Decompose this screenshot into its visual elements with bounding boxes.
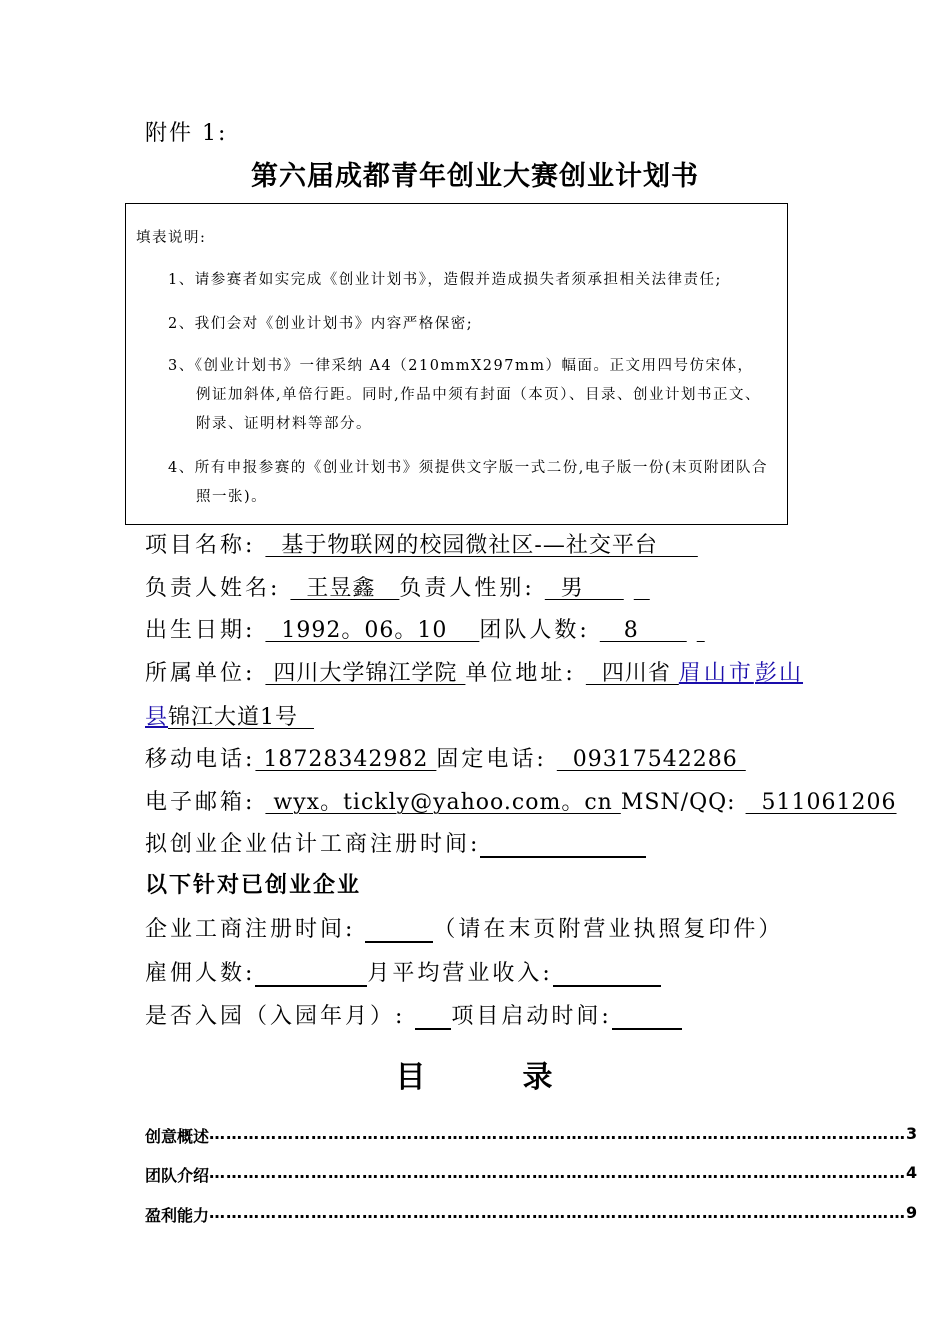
toc-entry[interactable] (145, 1203, 918, 1226)
park-blank[interactable] (415, 1004, 451, 1030)
address-link-city[interactable]: 眉山市 (678, 661, 754, 686)
leader-gender-label: 负责人性别: (399, 576, 535, 601)
address-value-street: 锦江大道1号 (168, 705, 314, 730)
toc-entry-page: 4 (906, 1163, 918, 1182)
revenue-label: 月平均营业收入: (367, 961, 553, 986)
toc-entry-page: 3 (906, 1124, 918, 1143)
birth-date-label: 出生日期: (145, 618, 256, 643)
existing-enterprise-heading: 以下针对已创业企业 (145, 873, 362, 898)
revenue-blank[interactable] (553, 961, 661, 987)
toc-entry-page: 9 (906, 1203, 918, 1222)
toc-entry-leader: …………………………………………………………………………………………………………… (209, 1163, 907, 1182)
team-size-value: 8 (599, 618, 687, 643)
instructions-heading: 填表说明: (136, 230, 207, 246)
address-row-continued (145, 700, 314, 731)
registration-time-blank[interactable] (365, 917, 433, 943)
project-name-label: 项目名称: (145, 533, 256, 558)
mobile-label: 移动电话: (145, 747, 256, 772)
leader-name-label: 负责人姓名: (145, 576, 281, 601)
start-time-blank[interactable] (612, 1004, 682, 1030)
planned-registration-row (145, 827, 646, 858)
landline-label: 固定电话: (436, 747, 547, 772)
toc-entry[interactable] (145, 1124, 918, 1147)
email-label: 电子邮箱: (145, 790, 256, 815)
leader-gender-value: 男 (544, 576, 624, 601)
toc-title-char-2: 录 (522, 1060, 555, 1095)
mobile-value: 18728342982 (255, 747, 437, 772)
toc-entry-label: 盈利能力 (145, 1206, 210, 1225)
start-time-label: 项目启动时间: (451, 1004, 612, 1029)
registration-time-row (145, 912, 783, 943)
email-value: wyx。tickly@yahoo.com。cn (265, 790, 621, 815)
leader-gender-tail (634, 576, 650, 601)
toc-entry-label: 团队介绍 (145, 1166, 210, 1185)
instruction-item-4: 4、所有申报参赛的《创业计划书》须提供文字版一式二份,电子版一份(末页附团队合照一张)。 (168, 460, 768, 505)
project-name-row (145, 528, 698, 559)
planned-registration-blank[interactable] (480, 832, 646, 858)
unit-label: 所属单位: (145, 661, 256, 686)
planned-registration-label: 拟创业企业估计工商注册时间: (145, 832, 481, 857)
msn-label: MSN/QQ: (620, 790, 736, 815)
instructions-box (125, 203, 788, 525)
registration-time-note: （请在末页附营业执照复印件） (433, 917, 784, 942)
msn-value: 511061206 (745, 790, 897, 815)
unit-value: 四川大学锦江学院 (265, 661, 466, 686)
project-name-value: 基于物联网的校园微社区-—社交平台 (265, 533, 698, 558)
phone-row (145, 742, 746, 773)
park-label: 是否入园（入园年月）: (145, 1004, 406, 1029)
leader-row (145, 571, 650, 602)
address-link-county-part2[interactable]: 县 (145, 705, 169, 730)
employees-blank[interactable] (255, 961, 367, 987)
document-title: 第六届成都青年创业大赛创业计划书 (251, 161, 699, 192)
park-row (145, 999, 682, 1030)
leader-name-value: 王昱鑫 (290, 576, 400, 601)
email-row (145, 785, 897, 816)
toc-title-char-1: 目 (395, 1060, 428, 1095)
birth-date-value: 1992。06。10 (265, 618, 480, 643)
toc-entry-leader: …………………………………………………………………………………………………………… (209, 1203, 907, 1222)
instruction-item-3: 3、《创业计划书》一律采纳 A4（210mmX297mm）幅面。正文用四号仿宋体，例证加斜体,单倍行距。同时,作品中须有封面（本页）、目录、创业计划书正文、附录、证明材料等部分。 (168, 358, 761, 432)
address-label: 单位地址: (465, 661, 576, 686)
address-value-province: 四川省 (585, 661, 679, 686)
employees-label: 雇佣人数: (145, 961, 256, 986)
attachment-label: 附件 1: (145, 121, 228, 146)
toc-entry[interactable] (145, 1163, 918, 1186)
team-size-label: 团队人数: (479, 618, 590, 643)
instruction-item-2: 2、我们会对《创业计划书》内容严格保密; (168, 316, 474, 332)
team-size-tail (697, 618, 705, 643)
registration-time-label: 企业工商注册时间: (145, 917, 356, 942)
instruction-item-1: 1、请参赛者如实完成《创业计划书》，造假并造成损失者须承担相关法律责任; (168, 272, 722, 288)
toc-entry-label: 创意概述 (145, 1127, 210, 1146)
employees-row (145, 956, 661, 987)
landline-value: 09317542286 (556, 747, 746, 772)
birth-row (145, 613, 705, 644)
address-link-county-part1[interactable]: 彭山 (755, 661, 804, 686)
toc-title (0, 1052, 950, 1096)
toc-entry-leader: …………………………………………………………………………………………………………… (209, 1124, 907, 1143)
unit-row (145, 656, 754, 687)
